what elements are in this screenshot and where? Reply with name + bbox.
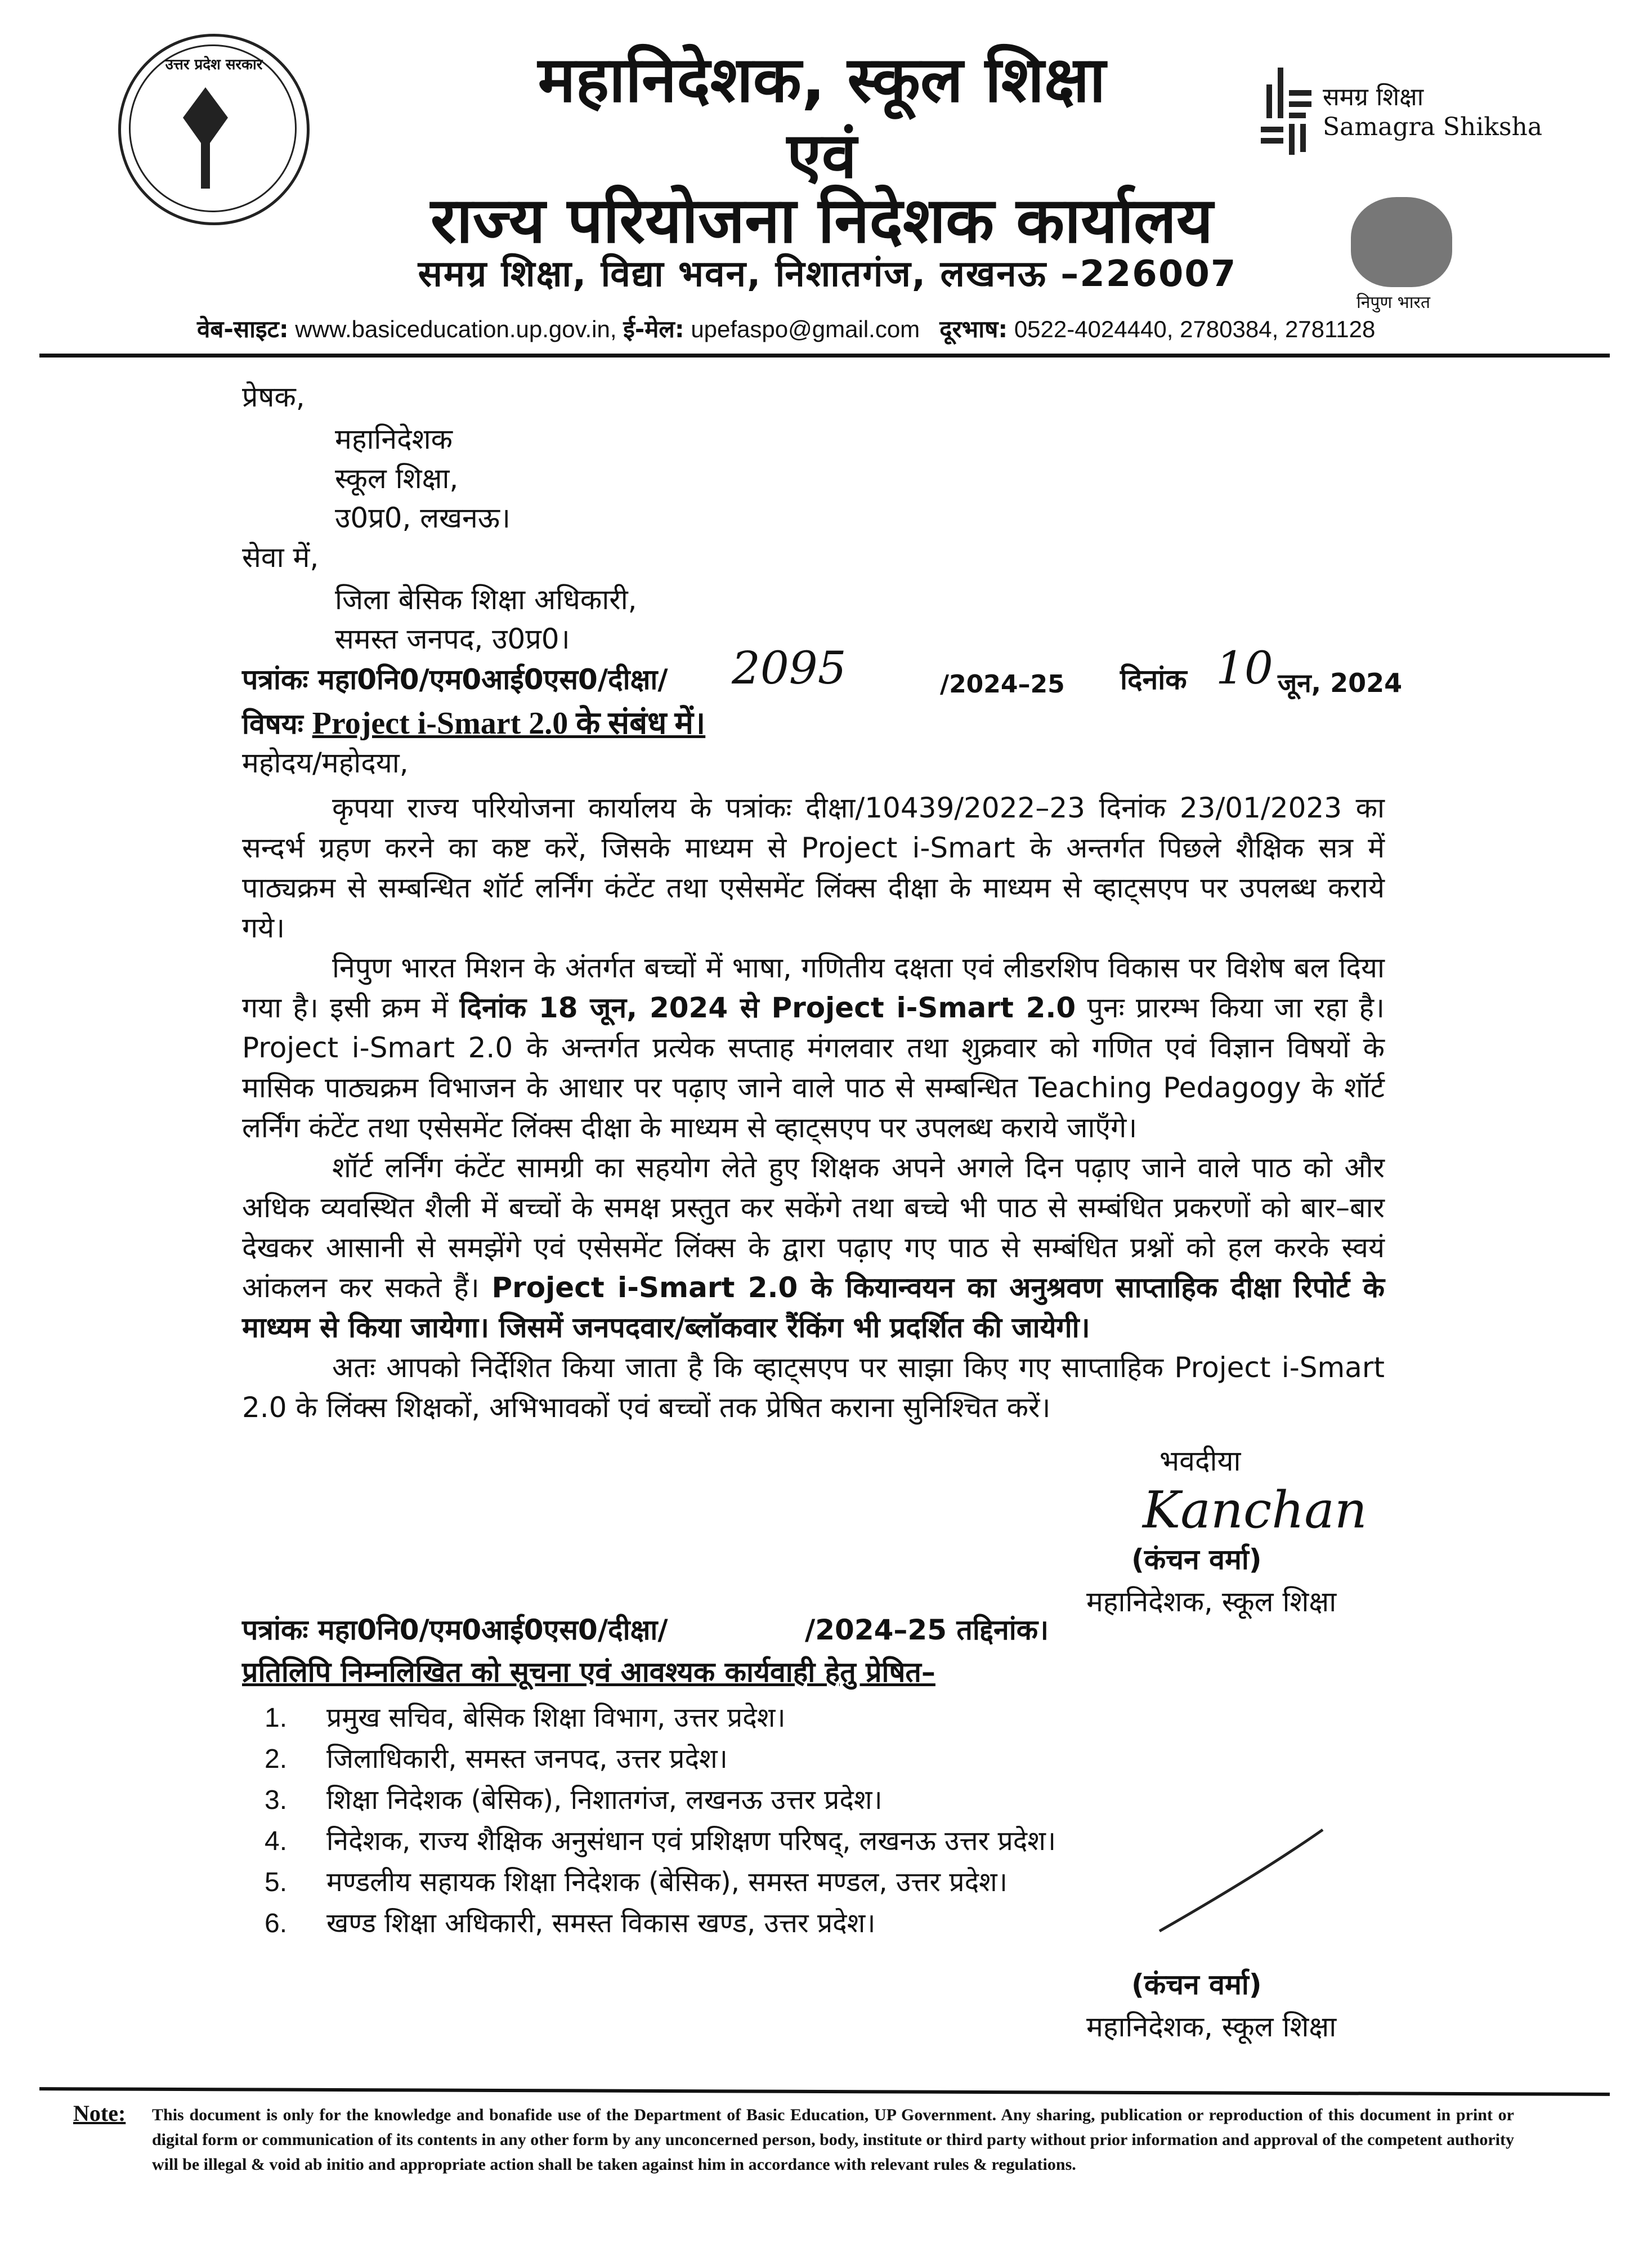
subject-text: Project i-Smart 2.0 के संबंध में। xyxy=(312,706,706,741)
item-text: जिलाधिकारी, समस्त जनपद, उत्तर प्रदेश। xyxy=(326,1743,728,1775)
paragraph-4: अतः आपको निर्देशित किया जाता है कि व्हाट्सएप पर साझा किए गए साप्ताहिक Project i-Smart 2.0 के लिंक्स शिक्षकों, अभिभावकों एवं बच्चों तक प्रेषित कराना सुनिश्चित करें। xyxy=(242,1351,1385,1424)
paragraph-3-text: शॉर्ट लर्निंग कंटेंट सामग्री का सहयोग लेते हुए शिक्षक अपने अगले दिन पढ़ाए जाने वाले पाठ को और अधिक व्यवस्थित शैली में बच्चों के समक्ष प्रस्तुत कर सकेंगे तथा बच्चे भी पाठ से सम्बंधित प्रकरणों को बार–बार देखकर आसानी से समझेंगे एवं एसेसमेंट लिंक्स के द्वारा पढ़ाए गए पाठ से सम्बंधित प्रश्नों को हल करके स्वयं आंकलन कर सकते हैं। xyxy=(242,1151,1385,1304)
seal-text: उत्तर प्रदेश सरकार xyxy=(165,56,263,73)
contact-line xyxy=(197,312,1375,345)
office-address: समग्र शिक्षा, विद्या भवन, निशातगंज, लखनऊ –226007 xyxy=(418,253,1237,295)
signatory-name: (कंचन वर्मा) xyxy=(1131,1543,1262,1576)
item-text: प्रमुख सचिव, बेसिक शिक्षा विभाग, उत्तर प्रदेश। xyxy=(326,1702,786,1733)
copy-list-item xyxy=(265,1903,1056,1944)
date-month-year: जून, 2024 xyxy=(1278,668,1403,698)
up-government-seal xyxy=(118,34,310,225)
recipient-line: जिला बेसिक शिक्षा अधिकारी, xyxy=(335,583,637,616)
note-label: Note: xyxy=(73,2101,126,2126)
nipun-bharat-label: निपुण भारत xyxy=(1356,293,1430,312)
salutation: महोदय/महोदया, xyxy=(242,747,409,779)
footer-divider xyxy=(39,2087,1610,2096)
paragraph-1: कृपया राज्य परियोजना कार्यालय के पत्रांकः दीक्षा/10439/2022–23 दिनांक 23/01/2023 का सन्दर्भ ग्रहण करने का कष्ट करें, जिसके माध्यम से Project i-Smart के अन्तर्गत पिछले शैक्षिक सत्र में पाठ्यक्रम से सम्बन्धित शॉर्ट लर्निंग कंटेंट तथा एसेसमेंट लिंक्स दीक्षा के माध्यम से व्हाट्सएप पर उपलब्ध कराये गये। xyxy=(242,792,1385,944)
reference-year: /2024–25 xyxy=(940,670,1065,699)
item-number: 5. xyxy=(265,1867,288,1897)
office-title-line2: एवं xyxy=(786,119,857,193)
closing: भवदीया xyxy=(1159,1445,1241,1477)
signature: Kanchan xyxy=(1143,1481,1367,1540)
item-text: खण्ड शिक्षा अधिकारी, समस्त विकास खण्ड, उत्तर प्रदेश। xyxy=(326,1907,876,1939)
office-title-line1: महानिदेशक, स्कूल शिक्षा xyxy=(538,43,1106,117)
reference-number-handwritten: 2095 xyxy=(732,642,847,694)
copy-reference: पत्रांकः महा0नि0/एम0आई0एस0/दीक्षा/ xyxy=(242,1614,668,1646)
note-text: This document is only for the knowledge and bonafide use of the Department of Basic Education, UP Government. Any sharing, publication or reproduction of this document in print or digital form or communication of its contents in any other form by any unconcerned person, body, institute or third party without prior information and approval of the competent authority will be illegal & void ab initio and appropriate action shall be taken against him in accordance with relevant rules & regulations. xyxy=(152,2106,1514,2174)
nipun-bharat-logo-icon xyxy=(1351,197,1452,287)
paragraph-3-highlight: Project i-Smart 2.0 के कियान्वयन का अनुश्रवण साप्ताहिक दीक्षा रिपोर्ट के माध्यम से किया जायेगा। जिसमें जनपदवार/ब्लॉकवार रैंकिंग भी प्रदर्शित की जायेगी। xyxy=(242,1271,1385,1344)
letter-body xyxy=(242,788,1385,1428)
phone-label: दूरभाष: xyxy=(939,315,1008,343)
copy-list-item xyxy=(265,1697,1056,1739)
item-text: निदेशक, राज्य शैक्षिक अनुसंधान एवं प्रशिक्षण परिषद्, लखनऊ उत्तर प्रदेश। xyxy=(326,1825,1056,1857)
item-number: 4. xyxy=(265,1826,288,1856)
samagra-shiksha-english: Samagra Shiksha xyxy=(1323,113,1543,141)
sender-label: प्रेषक, xyxy=(242,381,305,413)
copy-list-item xyxy=(265,1739,1056,1780)
website-label: वेब-साइट: xyxy=(197,315,289,343)
email-label: ई-मेल: xyxy=(623,315,684,343)
paragraph-2-text: निपुण भारत मिशन के अंतर्गत बच्चों में भाषा, गणितीय दक्षता एवं लीडरशिप विकास पर विशेष बल दिया गया है। इसी क्रम में xyxy=(242,951,1385,1024)
website-link[interactable]: www.basiceducation.up.gov.in, xyxy=(295,316,617,342)
copy-list-item xyxy=(265,1821,1056,1862)
recipient-line: समस्त जनपद, उ0प्र0। xyxy=(335,623,570,655)
sender-line: उ0प्र0, लखनऊ। xyxy=(335,502,511,534)
item-text: मण्डलीय सहायक शिक्षा निदेशक (बेसिक), समस्त मण्डल, उत्तर प्रदेश। xyxy=(326,1866,1008,1898)
date-day-handwritten: 10 xyxy=(1216,642,1273,694)
reference-prefix: पत्रांकः महा0नि0/एम0आई0एस0/दीक्षा/ xyxy=(242,663,668,696)
subject-label: विषयः xyxy=(242,708,303,740)
item-number: 6. xyxy=(265,1909,288,1938)
copy-list xyxy=(265,1697,1056,1944)
recipient-label: सेवा में, xyxy=(242,541,319,574)
date-label: दिनांक xyxy=(1120,663,1187,696)
office-title-line3: राज्य परियोजना निदेशक कार्यालय xyxy=(430,184,1214,257)
copy-heading: प्रतिलिपि निम्नलिखित को सूचना एवं आवश्यक कार्यवाही हेतु प्रेषित– xyxy=(242,1656,935,1688)
copy-reference-tail: /2024–25 तद्दिनांक। xyxy=(805,1614,1049,1646)
samagra-shiksha-logo-icon xyxy=(1255,62,1323,158)
item-number: 2. xyxy=(265,1744,288,1774)
sender-line: स्कूल शिक्षा, xyxy=(335,462,459,495)
subject-line xyxy=(242,704,705,744)
item-number: 1. xyxy=(265,1703,288,1733)
paragraph-2-highlight: दिनांक 18 जून, 2024 से Project i-Smart 2.0 xyxy=(459,991,1076,1024)
copy-signatory-designation: महानिदेशक, स्कूल शिक्षा xyxy=(1086,2010,1337,2043)
email-link[interactable]: upefaspo@gmail.com xyxy=(691,316,920,342)
phone-numbers: 0522-4024440, 2780384, 2781128 xyxy=(1014,316,1376,342)
copy-list-item xyxy=(265,1862,1056,1903)
copy-signatory-name: (कंचन वर्मा) xyxy=(1131,1968,1262,2001)
paragraph-2 xyxy=(242,948,1385,1148)
initials-mark xyxy=(1154,1824,1334,1937)
sender-line: महानिदेशक xyxy=(335,423,453,455)
header-divider xyxy=(39,354,1610,358)
samagra-shiksha-hindi: समग्र शिक्षा xyxy=(1323,83,1424,111)
signatory-designation: महानिदेशक, स्कूल शिक्षा xyxy=(1086,1585,1337,1618)
item-number: 3. xyxy=(265,1785,288,1815)
paragraph-3 xyxy=(242,1148,1385,1348)
copy-list-item xyxy=(265,1780,1056,1821)
paragraph-2-text: पुनः प्रारम्भ किया जा रहा है। Project i-Smart 2.0 के अन्तर्गत प्रत्येक सप्ताह मंगलवार तथा शुक्रवार को गणित एवं विज्ञान विषयों के मासिक पाठ्यक्रम विभाजन के आधार पर पढ़ाए जाने वाले पाठ से सम्बन्धित Teaching Pedagogy के शॉर्ट लर्निंग कंटेंट तथा एसेसमेंट लिंक्स दीक्षा के माध्यम से व्हाट्सएप पर उपलब्ध कराये जाएँगे। xyxy=(242,991,1385,1144)
item-text: शिक्षा निदेशक (बेसिक), निशातगंज, लखनऊ उत्तर प्रदेश। xyxy=(326,1784,883,1816)
